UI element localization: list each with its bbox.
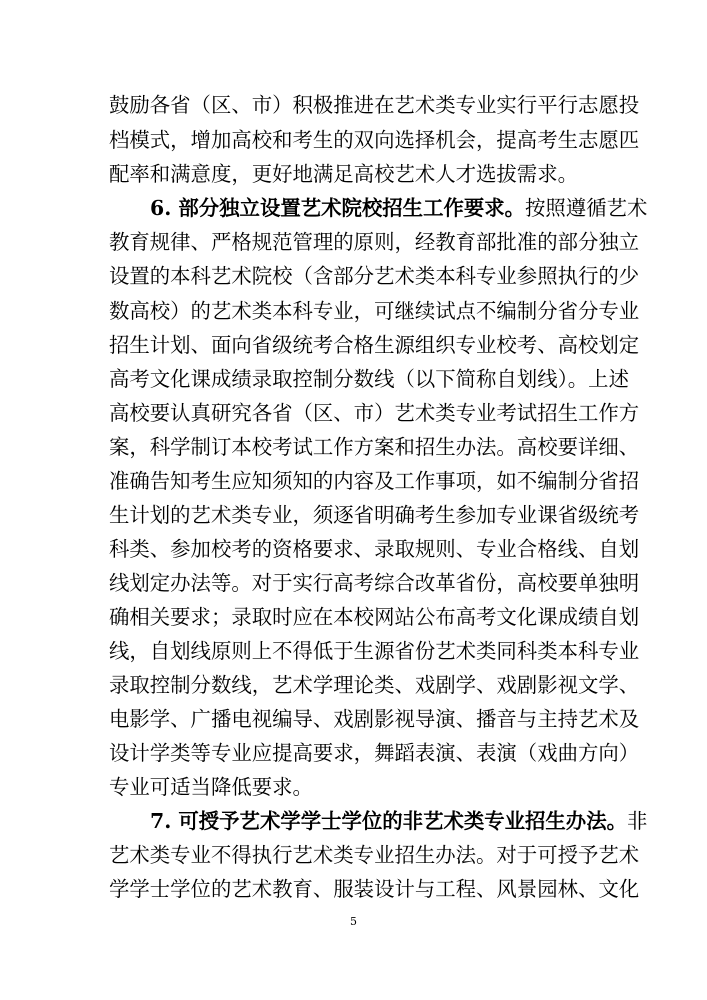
paragraph-3-line-3: 学学士学位的艺术教育、服装设计与工程、风景园林、文化 [109, 877, 640, 901]
paragraph-2-line-2: 教育规律、严格规范管理的原则，经教育部批准的部分独立 [109, 230, 640, 254]
paragraph-2-line-18: 专业可适当降低要求。 [109, 775, 313, 799]
paragraph-2-line-5: 招生计划、面向省级统考合格生源组织专业校考、高校划定 [109, 333, 640, 357]
paragraph-2-line-6: 高考文化课成绩录取控制分数线（以下简称自划线）。上述 [109, 367, 629, 391]
paragraph-2-line-17: 设计学类等专业应提高要求，舞蹈表演、表演（戏曲方向） [109, 741, 640, 765]
paragraph-2-first-line [150, 194, 648, 222]
paragraph-2-first-line-text: 按照遵循艺术 [525, 196, 648, 220]
paragraph-1-line-2: 档模式，增加高校和考生的双向选择机会，提高考生志愿匹 [109, 128, 640, 152]
paragraph-1-line-1: 鼓励各省（区、市）积极推进在艺术类专业实行平行志愿投 [109, 93, 640, 117]
paragraph-2-line-3: 设置的本科艺术院校（含部分艺术类本科专业参照执行的少 [109, 264, 640, 288]
paragraph-3-first-line-text: 非 [626, 809, 648, 833]
paragraph-2-line-11: 科类、参加校考的资格要求、录取规则、专业合格线、自划 [109, 537, 640, 561]
paragraph-2-line-4: 数高校）的艺术类本科专业，可继续试点不编制分省分专业 [109, 299, 640, 323]
paragraph-2-line-15: 录取控制分数线，艺术学理论类、戏剧学、戏剧影视文学、 [109, 673, 640, 697]
page-number: 5 [350, 915, 357, 928]
section-6-heading: 6. 部分独立设置艺术院校招生工作要求。 [150, 196, 526, 220]
paragraph-2-line-13: 确相关要求；录取时应在本校网站公布高考文化课成绩自划 [109, 605, 640, 629]
paragraph-2-line-14: 线，自划线原则上不得低于生源省份艺术类同科类本科专业 [109, 639, 640, 663]
paragraph-2-line-8: 案，科学制订本校考试工作方案和招生办法。高校要详细、 [109, 435, 640, 459]
paragraph-3-line-2: 艺术类专业不得执行艺术类专业招生办法。对于可授予艺术 [109, 843, 640, 867]
paragraph-2-line-9: 准确告知考生应知须知的内容及工作事项，如不编制分省招 [109, 469, 640, 493]
section-7-heading: 7. 可授予艺术学学士学位的非艺术类专业招生办法。 [150, 809, 627, 833]
paragraph-2-line-16: 电影学、广播电视编导、戏剧影视导演、播音与主持艺术及 [109, 707, 640, 731]
paragraph-3-first-line [150, 807, 648, 835]
paragraph-2-line-10: 生计划的艺术类专业，须逐省明确考生参加专业课省级统考 [109, 503, 640, 527]
paragraph-1-line-3: 配率和满意度，更好地满足高校艺术人才选拔需求。 [109, 162, 578, 186]
paragraph-2-line-12: 线划定办法等。对于实行高考综合改革省份，高校要单独明 [109, 571, 640, 595]
paragraph-2-line-7: 高校要认真研究各省（区、市）艺术类专业考试招生工作方 [109, 401, 640, 425]
